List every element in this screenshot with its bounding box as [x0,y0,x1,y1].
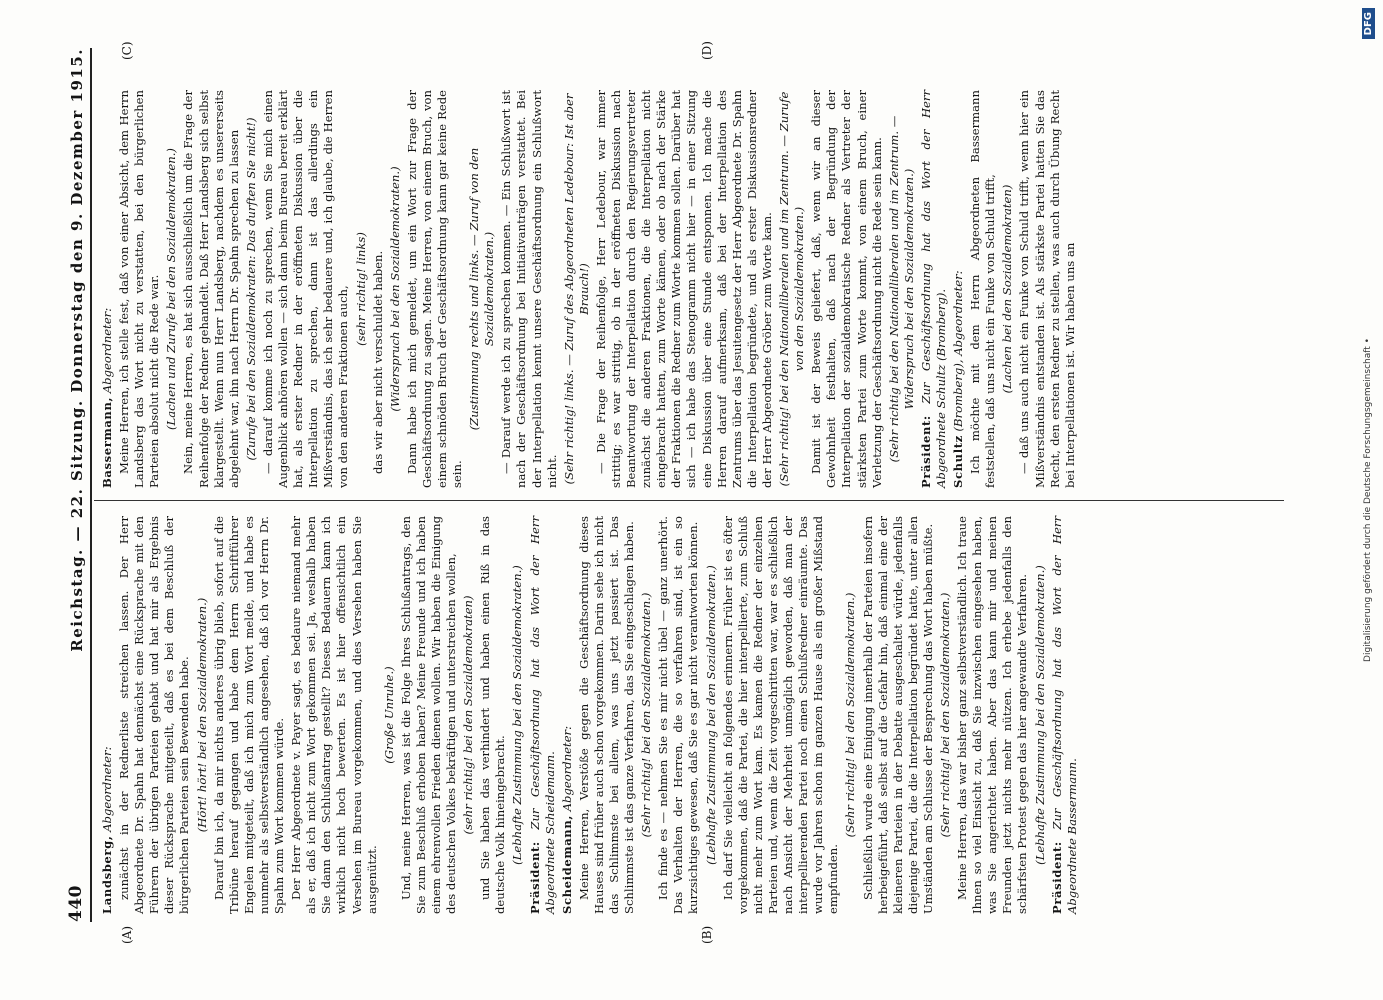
interjection: (Lachen und Zurufe bei den Sozialdemokraten.) [164,148,179,430]
interjection: (Lebhafte Zustimmung bei den Sozialdemokraten.) [703,565,718,865]
interjection: (Widerspruch bei den Sozialdemokraten.) [387,166,402,412]
paragraph: — Darauf werde ich zu sprechen kommen. — Ein Schlußwort ist nach der Geschäftsordnung bei Initiativanträgen verstattet. Bei der Interpellation kennt unsere Geschäftsordnung ein Schlußwort nicht. [499,90,559,488]
paragraph: Schließlich wurde eine Einigung innerhalb der Parteien insofern herbeigeführt, daß selbst auf die Gefahr hin, daß einmal eine der kleineren Parteien in der Debatte ausgeschaltet würde, jedenfalls diejenige Partei, die die Interpellation begründet hatte, unter allen Umständen am Schlusse der Besprechung das Wort haben müßte. [860,516,935,914]
page-title: Reichstag. — 22. Sitzung. Donnerstag den 9. Dezember 1915. [68,48,86,652]
speaker-line [919,90,949,488]
speaker-role: Zur Geschäftsordnung hat das Wort der Herr Abgeordnete Schultz (Bromberg). [918,90,948,488]
paragraph: — darauf komme ich noch zu sprechen, wenn Sie mich einen Augenblick anhören wollen — sich dann beim Bureau bereit erklärt hat, als erster Redner in der eröffneten Diskussion über die Interpellation zu sprechen, dann ist das allerdings ein Mißverständnis, das ich sehr bedauere und, ich glaube, die Herren von den anderen Fraktionen auch, [260,90,351,488]
speaker-line [951,90,966,488]
right-column [100,90,1080,488]
speaker-role: Zur Geschäftsordnung hat das Wort der Herr Abgeordnete Bassermann. [1049,516,1079,914]
interjection: (Sehr richtig! bei den Sozialdemokraten.) [937,592,952,838]
interjection: (Sehr richtig! bei den Sozialdemokraten.) [639,592,654,838]
paragraph: Dann habe ich mich gemeldet, um ein Wort zur Frage der Geschäftsordnung zu sagen. Meine Herren, von einem Bruch, von einem schnöden Bruch der Geschäftsordnung kann gar keine Rede sein. [404,90,465,488]
paragraph: — Die Frage der Reihenfolge, Herr Ledebour, war immer strittig; es war strittig, ob in der eröffneten Diskussion nach Beantwortung der Interpellation durch den Regierungsvertreter zunächst die anderen Fraktionen, die die Interpellation nicht eingebracht hatten, zum Worte kämen, oder ob nach der Stärke der Fraktionen die Redner zum Worte kommen sollen. Darüber hat sich — ich habe das Stenogramm nicht hier — in einer Sitzung eine Diskussion über eine Stunde entsponnen. Ich mache die Herren darauf aufmerksam, daß bei der Interpellation des Zentrums über das Jesuitengesetz der Herr Abgeordnete Dr. Spahn die Interpellation begründete, und als erster Diskussionsredner der Herr Abgeordnete Gröber zum Worte kam. [593,90,774,488]
margin-marker-d: (D) [700,41,714,60]
interjection: (Große Unruhe.) [381,666,396,764]
interjection: (Lachen bei den Sozialdemokraten) [1000,184,1015,394]
speaker-role: (Bromberg), Abgeordneter: [951,270,966,432]
interjection: (Sehr richtig bei den Nationalliberalen und im Zentrum. — Widerspruch bei den Sozialdemokraten.) [886,115,916,463]
interjection: (Sehr richtig! links. — Zuruf des Abgeordneten Ledebour: Ist aber Brauch!) [561,93,591,485]
margin-marker-a: (A) [120,925,134,944]
paragraph: Und, meine Herren, was ist die Folge Ihres Schlußantrags, den Sie zum Beschluß erhoben haben? Meine Freunde und ich haben einem ehrenvollen Frieden dienen wollen. Wir haben die Einigung des deutschen Volkes bekräftigen und unterstreichen wollen, [398,516,459,914]
speaker-name: Bassermann, [100,396,114,488]
interjection: (Sehr richtig! bei den Sozialdemokraten.) [843,592,858,838]
interjection: (Hört! hört! bei den Sozialdemokraten.) [194,597,209,833]
header-rule [90,48,92,922]
speaker-role: Abgeordneter: [100,746,114,832]
speaker-line [560,516,575,914]
paragraph: Ich finde es — nehmen Sie es mir nicht übel — ganz unerhört. Das Verhalten der Herren, die so verfahren sind, ist ein so kurzsichtiges gewesen, daß Sie es gar nicht verantworten können. [656,516,701,914]
paragraph: Der Herr Abgeordnete v. Payer sagt, es bedaure niemand mehr als er, daß ich nicht zum Wort gekommen sei. Ja, weshalb haben Sie dann den Schlußantrag gestellt? Dieses Bedauern kann ich wirklich nicht hoch bewerten. Es ist hier offensichtlich ein Versehen im Bureau vorgekommen, und dies Versehen haben Sie ausgenützt. [289,516,379,914]
paragraph: Meine Herren, ich stelle fest, daß von einer Absicht, dem Herrn Landsberg das Wort nicht zu verstatten, bei den bürgerlichen Parteien absolut nicht die Rede war. [117,90,162,488]
interjection: (Sehr richtig! bei den Nationalliberalen und im Zentrum. — Zurufe von den Sozialdemokraten.) [777,91,807,487]
paragraph: Ich darf Sie vielleicht an folgendes erinnern. Früher ist es öfter vorgekommen, daß die Partei, die hier interpellierte, zum Schluß nicht mehr zum Wort kam. Es kamen die Redner der einzelnen Parteien und, wenn die Zeit vorgeschritten war, war es schließlich nach Ansicht der Mehrheit unmöglich geworden, daß man der interpellierenden Partei noch einen Schlußredner einräumte. Das wurde vor Jahren schon im ganzen Hause als ein großer Mißstand empfunden. [720,516,841,914]
speaker-line [100,516,115,914]
speaker-name: Präsident: [527,841,542,914]
speaker-role: Abgeordneter: [559,725,574,812]
speaker-role: Abgeordneter: [100,307,114,394]
paragraph: Damit ist der Beweis geliefert, daß, wenn wir an dieser Gewohnheit festhalten, daß nach der Begründung der Interpellation der sozialdemokratische Redner als Vertreter der stärksten Partei zum Worte kommt, von einem Bruch, einer Verletzung der Geschäftsordnung nicht die Rede sein kann. [809,90,884,488]
interjection: (sehr richtig! bei den Sozialdemokraten) [461,595,476,835]
paragraph: Meine Herren, Verstöße gegen die Geschäftsordnung dieses Hauses sind früher auch schon vorgekommen. Darin sehe ich nicht das Schlimmste bei allem, was uns jetzt passiert ist. Das Schlimmste ist das ganze Verfahren, das Sie eingeschlagen haben. [576,516,637,914]
speaker-name: Präsident: [918,415,933,488]
paragraph: Nein, meine Herren, es hat sich ausschließlich um die Frage der Reihenfolge der Redner gehandelt. Daß Herr Landsberg sich selbst klargestellt. Wenn nun Herr Landsberg, nachdem es unsererseits abgelehnt war, ihn nach Herrn Dr. Spahn sprechen zu lassen [181,90,241,488]
speaker-name: Schultz [951,435,966,488]
interjection: (Lebhafte Zustimmung bei den Sozialdemokraten.) [1032,565,1047,865]
interjection: (sehr richtig! links) [353,232,368,346]
speaker-line [100,90,115,488]
paragraph: und Sie haben das verhindert und haben einen Riß in das deutsche Volk hineingebracht. [478,516,508,914]
speaker-role: Zur Geschäftsordnung hat das Wort der Herr Abgeordnete Scheidemann. [527,516,557,914]
dfg-logo: DFG [1362,8,1375,39]
interjection: (Zurufe bei den Sozialdemokraten: Das durften Sie nicht!) [243,117,258,461]
speaker-line [528,516,558,914]
column-divider [94,500,1284,501]
interjection: (Lebhafte Zustimmung bei den Sozialdemokraten.) [510,565,525,865]
paragraph: — daß uns auch nicht ein Funke von Schuld trifft, wenn hier ein Mißverständnis entstanden ist. Als stärkste Partei hatten Sie das Recht, den ersten Redner zu stellen, was auch durch Übung Recht bei Interpellationen ist. Wir haben uns an [1017,90,1077,488]
margin-marker-b: (B) [700,925,714,944]
paragraph: Ich möchte mit dem Herrn Abgeordneten Bassermann feststellen, daß uns nicht ein Funke von Schuld trifft, [968,90,998,488]
page-header [58,48,86,922]
interjection: (Zustimmung rechts und links. — Zuruf von den Sozialdemokraten.) [467,147,497,431]
margin-marker-c: (C) [120,41,134,60]
left-column [100,516,1082,914]
page-number: 440 [66,885,86,922]
digitization-note: Digitalisierung gefördert durch die Deutsche Forschungsgemeinschaft • [1363,338,1373,662]
speaker-name: Präsident: [1049,841,1064,914]
paragraph: Meine Herren, das war bisher ganz selbstverständlich. Ich traue Ihnen so viel Einsicht zu, daß Sie inzwischen eingesehen haben, was Sie angerichtet haben. Aber das kann mir und meinen Freunden jetzt nichts mehr nützen. Ich erhebe jedenfalls den schärfsten Protest gegen das hier angewandte Verfahren. [955,516,1030,914]
speaker-name: Scheidemann, [559,815,574,914]
paragraph: Darauf bin ich, da mir nichts anderes übrig blieb, sofort auf die Tribüne herauf gegangen und habe dem Herrn Schriftführer Engelen mitgeteilt, daß ich mich zum Wort melde, und habe es nunmehr als selbstverständlich angesehen, daß ich vor Herrn Dr. Spahn zum Wort kommen würde. [211,516,287,914]
speaker-name: Landsberg, [100,835,114,914]
paragraph: das wir aber nicht verschuldet haben. [370,250,385,474]
speaker-line [1050,516,1080,914]
paragraph: zunächst in der Rednerliste streichen lassen. Der Herr Abgeordnete Dr. Spahn hat dennächst eine Rücksprache mit den Führern der übrigen Parteien gehabt und hat mir als Ergebnis dieser Rücksprache mitgeteilt, daß es bei dem Beschluß der bürgerlichen Parteien sein Bewenden habe. [117,516,192,914]
